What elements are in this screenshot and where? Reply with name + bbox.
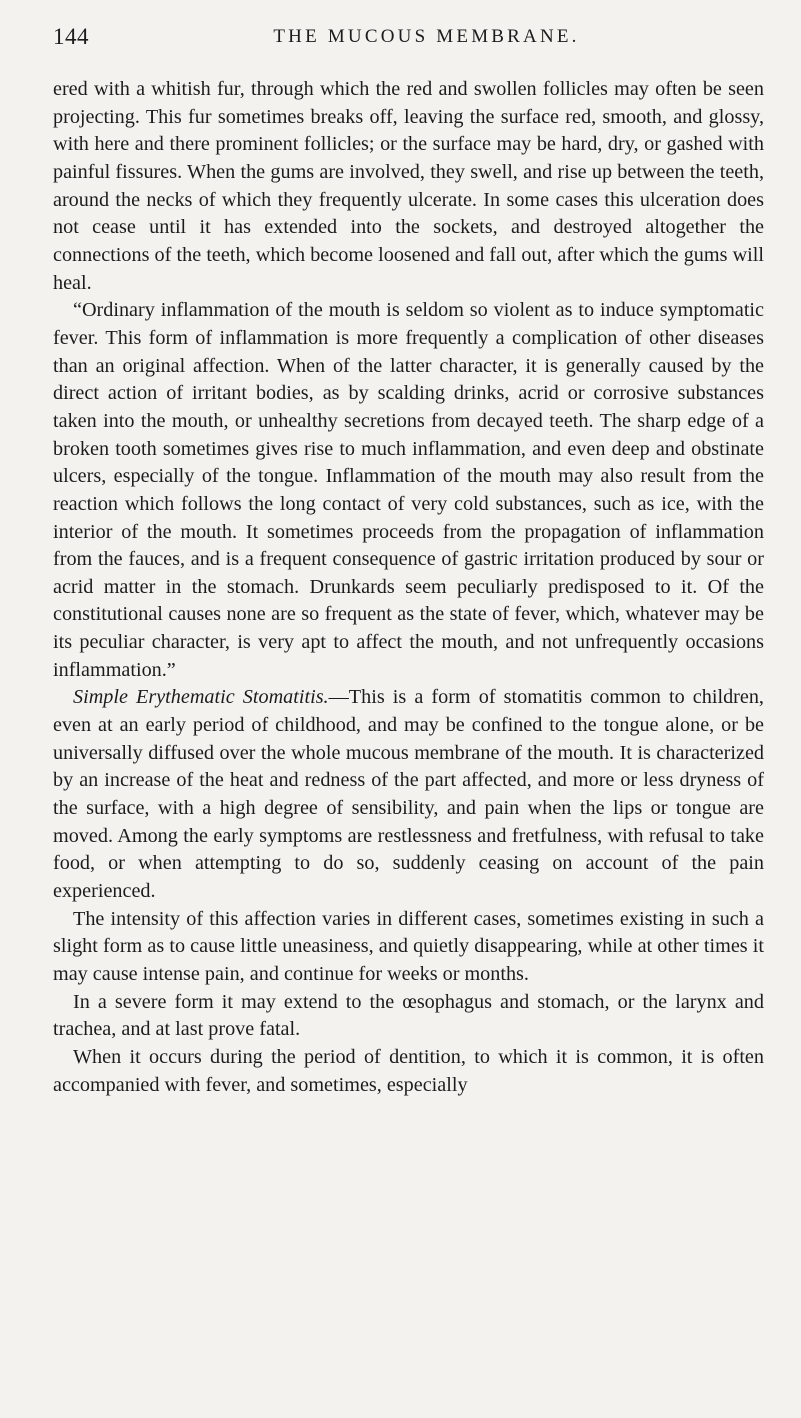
section-text: —This is a form of stomatitis common to children, even at an early period of childhood, and may be confined to the tongue alone, or be universally diffused over the whole mucous membrane of the mouth. It is characterized by an increase of the heat and redness of the part affected, and more or less dryness of the surface, with a high degree of sensibility, and pain when the lips or tongue are moved. Among the early symptoms are restlessness and fretfulness, with refusal to take food, or when attempting to do so, suddenly ceasing on account of the pain experienced. (53, 686, 764, 903)
paragraph: The intensity of this affection varies in different cases, sometimes existing in such a slight form as to cause little uneasiness, and quietly disappearing, while at other times it may cause intense pain, and continue for weeks or months. (53, 907, 764, 985)
paragraph: In a severe form it may extend to the œsophagus and stomach, or the larynx and trachea, and at last prove fatal. (53, 990, 764, 1041)
paragraph (53, 684, 764, 905)
running-header (53, 24, 764, 58)
paragraph: ered with a whitish fur, through which the red and swollen follicles may often be seen projecting. This fur sometimes breaks off, leaving the surface red, smooth, and glossy, with here and there prominent follicles; or the surface may be hard, dry, or gashed with painful fissures. When the gums are involved, they swell, and rise up between the teeth, around the necks of which they frequently ulcerate. In some cases this ulceration does not cease until it has extended into the sockets, and destroyed altogether the connections of the teeth, which become loosened and fall out, after which the gums will heal. (53, 78, 764, 294)
section-title: Simple Erythematic Stomatitis. (73, 686, 329, 709)
running-title: THE MUCOUS MEMBRANE. (273, 26, 580, 47)
body-text (53, 76, 764, 1099)
paragraph: “Ordinary inflammation of the mouth is seldom so violent as to induce symptomatic fever. This form of inflammation is more frequently a complication of other diseases than an original affection. When of the latter character, it is generally caused by the direct action of irritant bodies, as by scalding drinks, acrid or corrosive substances taken into the mouth, or unhealthy secretions from decayed teeth. The sharp edge of a broken tooth sometimes gives rise to much inflammation, and even deep and obstinate ulcers, especially of the tongue. Inflammation of the mouth may also result from the reaction which follows the long contact of very cold substances, such as ice, with the interior of the mouth. It sometimes proceeds from the propagation of inflammation from the fauces, and is a frequent consequence of gastric irritation produced by sour or acrid matter in the stomach. Drunkards seem peculiarly predisposed to it. Of the constitutional causes none are so frequent as the state of fever, which, whatever may be its peculiar character, is very apt to affect the mouth, and not unfrequently occasions inflammation.” (53, 299, 764, 681)
paragraph: When it occurs during the period of dentition, to which it is common, it is often accompanied with fever, and sometimes, especially (53, 1045, 764, 1096)
page-number: 144 (53, 24, 89, 49)
book-page (53, 24, 764, 1099)
